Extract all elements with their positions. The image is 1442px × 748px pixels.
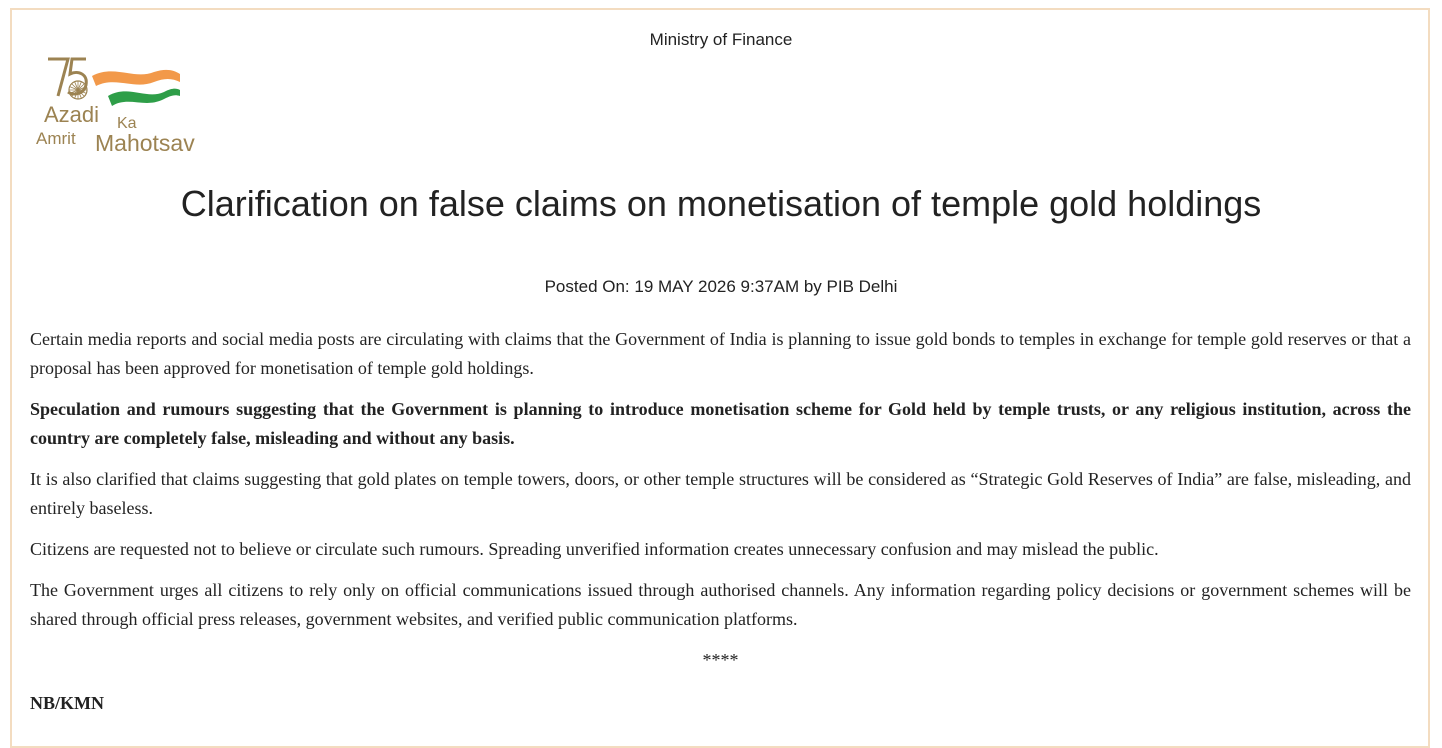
ministry-name: Ministry of Finance xyxy=(649,30,793,49)
press-release-title: Clarification on false claims on monetisation of temple gold holdings xyxy=(180,183,1262,224)
paragraph-5: The Government urges all citizens to rely only on official communications issued through authorised channels. Any information regarding policy decisions or government schemes will be shared through official press releases, government websites, and verified public communication platforms. xyxy=(30,580,1411,629)
paragraph-1: Certain media reports and social media posts are circulating with claims that the Government of India is planning to issue gold bonds to temples in exchange for temple gold reserves or that a proposal has been approved for monetisation of temple gold holdings. xyxy=(30,329,1411,378)
posted-on-line: Posted On: 19 MAY 2026 9:37AM by PIB Delhi xyxy=(544,277,898,296)
paragraph-4: Citizens are requested not to believe or circulate such rumours. Spreading unverified information creates unnecessary confusion and may mislead the public. xyxy=(30,539,1159,559)
logo-amrit-text: Amrit xyxy=(36,129,76,148)
separator-stars: **** xyxy=(702,650,739,670)
logo-mahotsav-text: Mahotsav xyxy=(95,130,195,156)
logo-azadi-text: Azadi xyxy=(44,102,100,127)
paragraph-3: It is also clarified that claims suggesting that gold plates on temple towers, doors, or other temple structures will be considered as “Strategic Gold Reserves of India” are false, misleading, and entirely baseless. xyxy=(30,469,1411,518)
paragraph-2-bold: Speculation and rumours suggesting that the Government is planning to introduce monetisation scheme for Gold held by temple trusts, or any religious institution, across the country are completely false, misleading and without any basis. xyxy=(30,399,1411,448)
logo-ka-text: Ka xyxy=(117,115,137,132)
signature-initials: NB/KMN xyxy=(30,693,104,713)
azadi-ka-amrit-mahotsav-logo xyxy=(34,52,224,162)
press-release-body xyxy=(30,325,1411,730)
